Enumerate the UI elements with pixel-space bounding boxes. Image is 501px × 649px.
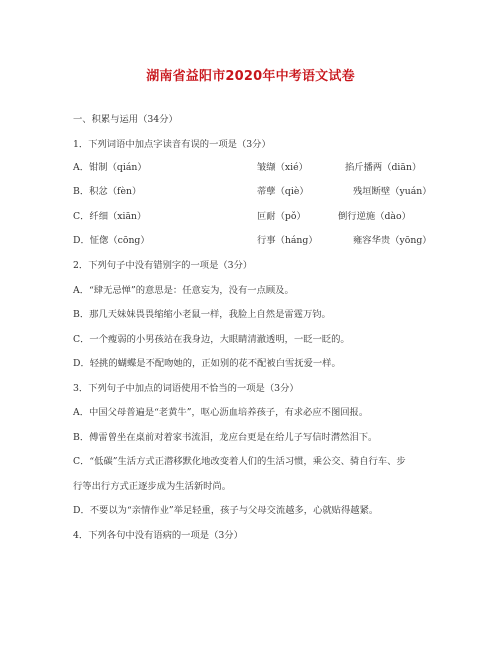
q1-option-d-col1: D．怔偬（cōng） bbox=[73, 235, 150, 246]
q3-option-a: A．中国父母普遍是“老黄牛”，呕心沥血培养孩子，有求必应不图回报。 bbox=[73, 407, 369, 418]
q3-option-b: B．傅雷曾坐在桌前对着家书流泪，龙应台更是在给儿子写信时潸然泪下。 bbox=[73, 432, 378, 443]
question-4-stem: 4．下列各句中没有语病的一项是（3分） bbox=[73, 530, 243, 541]
q1-option-a-col2: 皱缬（xié） bbox=[257, 162, 308, 173]
q1-option-a-col3: 掐斤播两（diān） bbox=[345, 162, 422, 173]
q2-option-a: A．“肆无忌惮”的意思是：任意妄为，没有一点顾及。 bbox=[73, 285, 294, 296]
q3-option-d: D．不要以为“亲情作业”举足轻重，孩子与父母交流越多，心就贴得越紧。 bbox=[73, 505, 379, 516]
q1-option-a-col1: A．钳制（qián） bbox=[73, 162, 147, 173]
q3-option-c-continued: 行等出行方式正逐步成为生活新时尚。 bbox=[73, 481, 232, 492]
q1-option-b-col2: 蒂孽（qiè） bbox=[257, 186, 309, 197]
question-1-stem: 1．下列词语中加点字读音有误的一项是（3分） bbox=[73, 139, 271, 150]
q3-option-c: C．“低碳”生活方式正潜移默化地改变着人们的生活习惯，乘公交、骑自行车、步 bbox=[73, 456, 406, 467]
question-2-stem: 2．下列句子中没有错别字的一项是（3分） bbox=[73, 260, 253, 271]
q1-option-c-col2: 叵耐（pǒ） bbox=[257, 211, 306, 222]
section-heading: 一、积累与运用（34分） bbox=[73, 114, 178, 125]
q2-option-c: C．一个瘦弱的小男孩站在我身边，大眼睛清澈透明，一眨一眨的。 bbox=[73, 334, 350, 345]
q1-option-b-col1: B．积忿（fèn） bbox=[73, 186, 142, 197]
q2-option-d: D．轻挑的蝴蝶是不配吻她的，正如别的花不配被白雪抚爱一样。 bbox=[73, 358, 341, 369]
q1-option-c-col3: 倒行逆施（dào） bbox=[338, 211, 411, 222]
question-3-stem: 3．下列句子中加点的词语使用不恰当的一项是（3分） bbox=[73, 383, 299, 394]
exam-title: 湖南省益阳市2020年中考语文试卷 bbox=[146, 69, 355, 84]
q1-option-c-col1: C．纤细（xiān） bbox=[73, 211, 147, 222]
q1-option-b-col3: 残垣断壁（yuán） bbox=[353, 186, 432, 197]
q1-option-d-col2: 行事（háng） bbox=[257, 235, 318, 246]
q1-option-d-col3: 雍容华贵（yōng） bbox=[353, 235, 432, 246]
q2-option-b: B．那几天妹妹畏畏缩缩小老鼠一样，我脸上自然是雷霆万钧。 bbox=[73, 309, 331, 320]
